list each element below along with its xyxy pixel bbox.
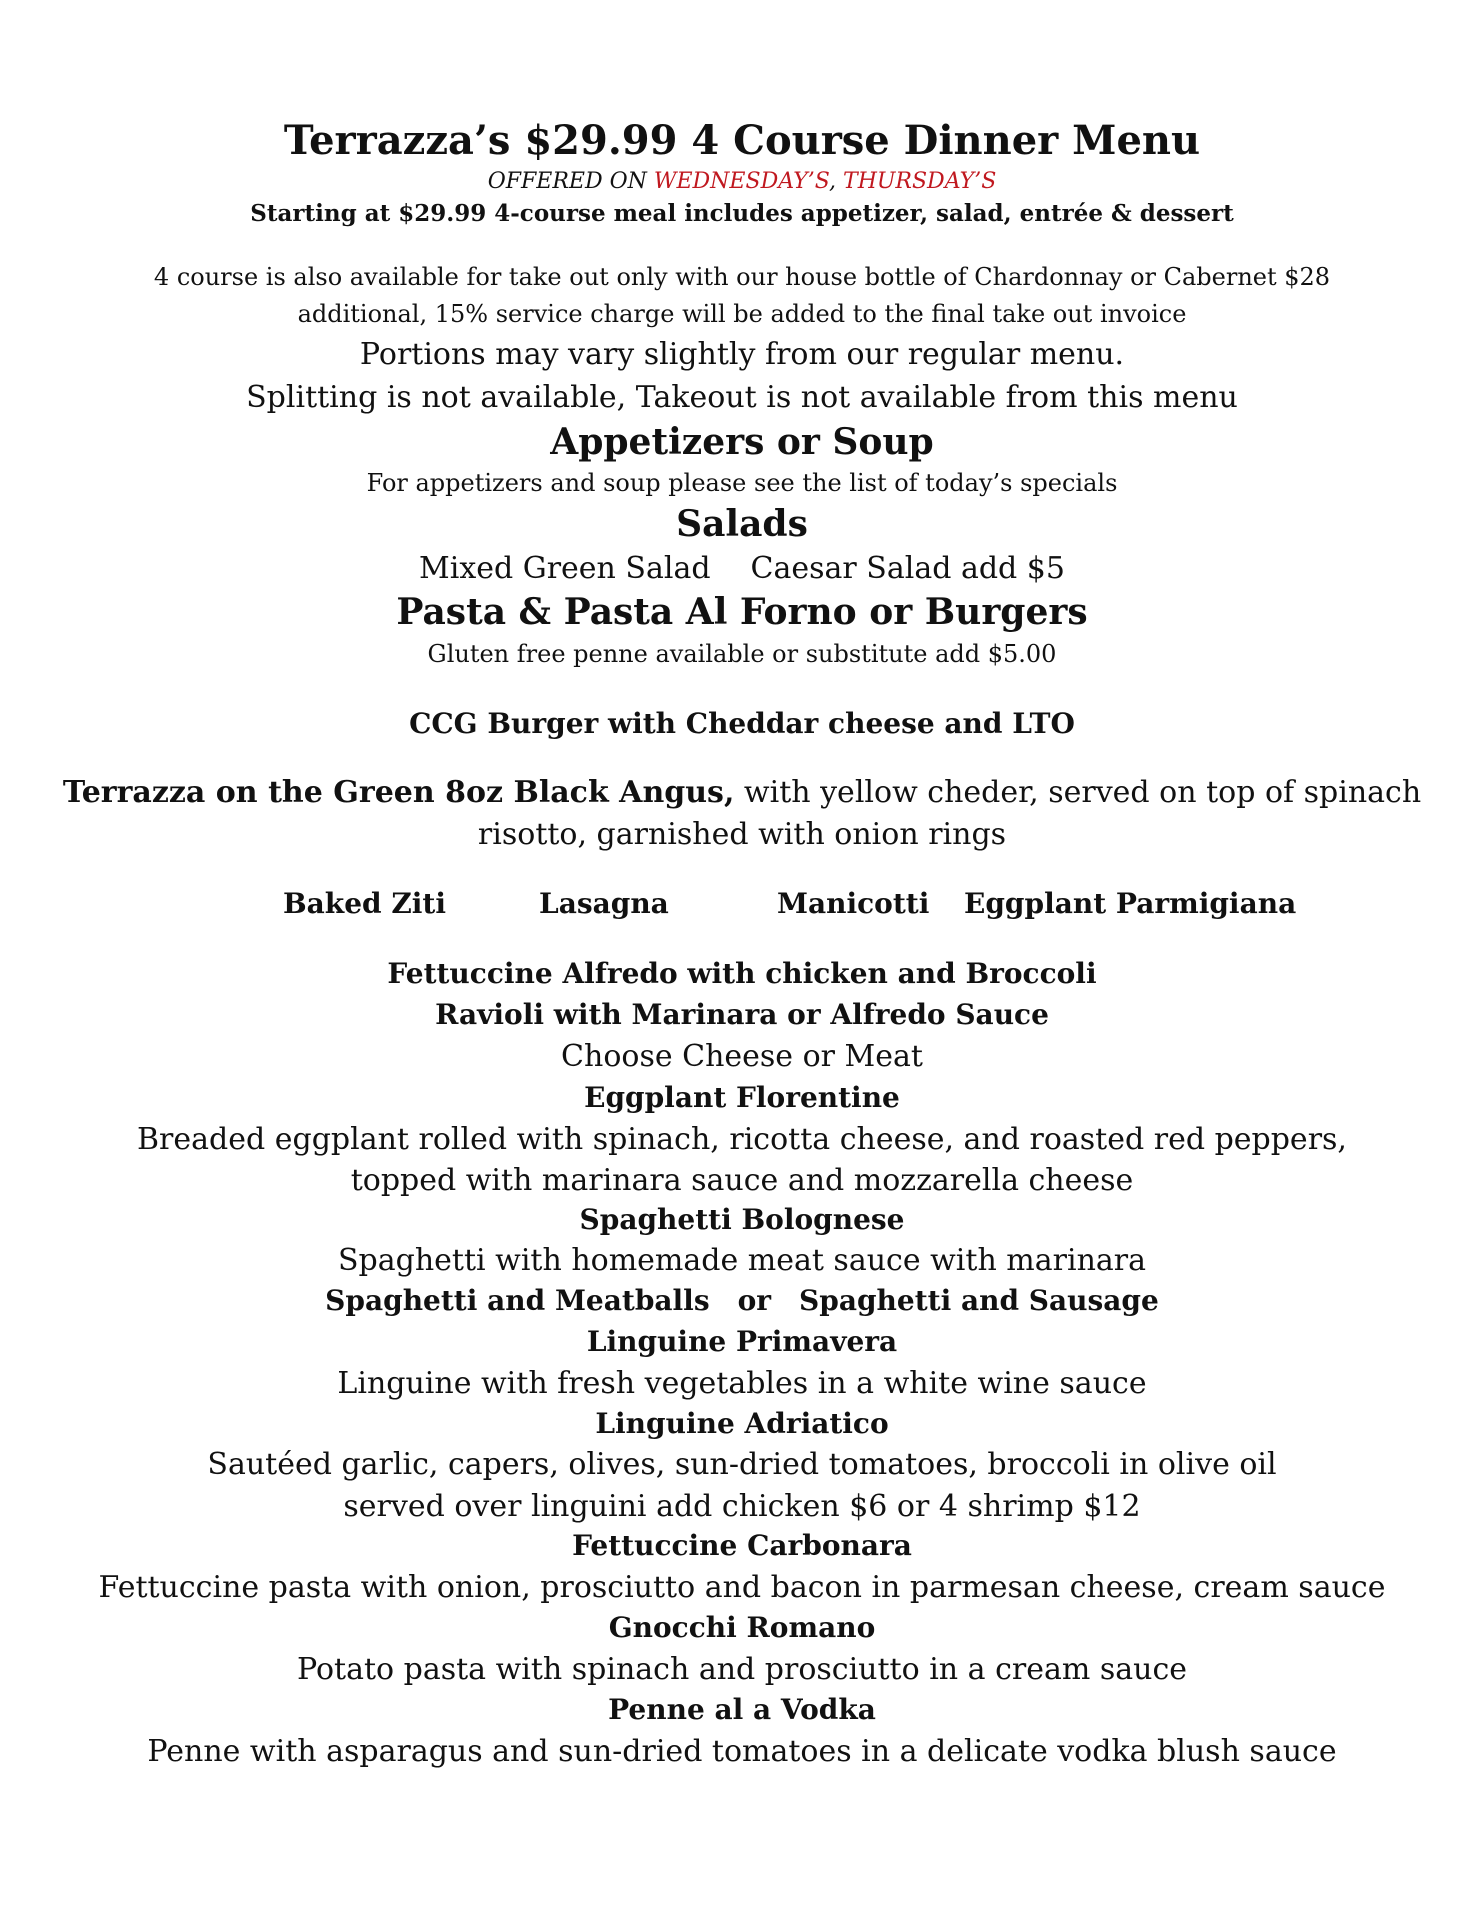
al-forno-item: Lasagna [539, 887, 669, 920]
spaghetti-sausage: Spaghetti and Sausage [799, 1284, 1159, 1317]
takeout-info-line2: additional, 15% service charge will be added to the final take out invoice [297, 300, 1187, 328]
gnocchi-romano: Gnocchi Romano [608, 1611, 876, 1644]
offered-days [0, 169, 1484, 194]
offered-day-thursday: THURSDAY’S [843, 169, 997, 194]
spaghetti-bolognese: Spaghetti Bolognese [579, 1203, 905, 1236]
linguine-primavera: Linguine Primavera [586, 1325, 898, 1358]
al-forno-row [0, 888, 1484, 924]
eggplant-florentine-desc2: topped with marinara sauce and mozzarella cheese [350, 1163, 1134, 1198]
gnocchi-romano-desc: Potato pasta with spinach and prosciutto in a cream sauce [296, 1652, 1187, 1687]
salads-list [0, 552, 1484, 587]
fettuccine-carbonara: Fettuccine Carbonara [572, 1529, 912, 1562]
pasta-heading: Pasta & Pasta Al Forno or Burgers [396, 591, 1088, 633]
black-angus-name: Terrazza on the Green 8oz Black Angus, [62, 775, 735, 810]
gluten-free-note: Gluten free penne available or substitute add $5.00 [427, 640, 1057, 668]
or-word: or [737, 1284, 772, 1317]
menu-title: Terrazza’s $29.99 4 Course Dinner Menu [283, 117, 1201, 164]
fettuccine-carbonara-desc: Fettuccine pasta with onion, prosciutto and bacon in parmesan cheese, cream sauce [98, 1570, 1386, 1605]
ravioli: Ravioli with Marinara or Alfredo Sauce [435, 998, 1049, 1031]
linguine-adriatico-desc1: Sautéed garlic, capers, olives, sun-dried tomatoes, broccoli in olive oil [207, 1447, 1277, 1482]
salad-item: Caesar Salad add $5 [750, 551, 1065, 586]
spaghetti-options [0, 1285, 1484, 1317]
salads-heading: Salads [676, 503, 808, 545]
al-forno-item: Manicotti [777, 887, 930, 920]
linguine-adriatico-desc2: served over linguini add chicken $6 or 4 shrimp $12 [343, 1489, 1141, 1524]
spaghetti-meatballs: Spaghetti and Meatballs [325, 1284, 710, 1317]
penne-vodka-desc: Penne with asparagus and sun-dried tomatoes in a delicate vodka blush sauce [147, 1734, 1337, 1769]
offered-separator: , [829, 169, 844, 194]
appetizers-note: For appetizers and soup please see the list of today’s specials [366, 469, 1118, 497]
splitting-note: Splitting is not available, Takeout is not available from this menu [246, 380, 1238, 415]
black-angus-line2: risotto, garnished with onion rings [477, 817, 1007, 852]
takeout-info-line1: 4 course is also available for take out only with our house bottle of Chardonnay or Cabernet $28 [153, 263, 1331, 291]
fettuccine-alfredo: Fettuccine Alfredo with chicken and Broccoli [387, 957, 1097, 990]
starting-price-note: Starting at $29.99 4-course meal includes appetizer, salad, entrée & dessert [250, 200, 1234, 227]
portions-note: Portions may vary slightly from our regular menu. [359, 337, 1125, 372]
eggplant-florentine-desc1: Breaded eggplant rolled with spinach, ricotta cheese, and roasted red peppers, [137, 1122, 1347, 1157]
offered-prefix: OFFERED ON [487, 169, 654, 194]
ccg-burger: CCG Burger with Cheddar cheese and LTO [409, 707, 1075, 740]
spaghetti-bolognese-desc: Spaghetti with homemade meat sauce with marinara [337, 1243, 1147, 1278]
penne-vodka: Penne al a Vodka [608, 1693, 876, 1726]
ravioli-note: Choose Cheese or Meat [561, 1039, 923, 1074]
al-forno-item: Baked Ziti [283, 887, 446, 920]
al-forno-item: Eggplant Parmigiana [964, 887, 1297, 920]
black-angus-desc: with yellow cheder, served on top of spinach [734, 775, 1422, 810]
black-angus-line1 [0, 776, 1484, 811]
appetizers-heading: Appetizers or Soup [550, 421, 934, 463]
linguine-primavera-desc: Linguine with fresh vegetables in a white wine sauce [337, 1366, 1147, 1401]
salad-item: Mixed Green Salad [419, 551, 711, 586]
eggplant-florentine: Eggplant Florentine [584, 1081, 900, 1114]
linguine-adriatico: Linguine Adriatico [595, 1407, 889, 1440]
offered-day-wednesday: WEDNESDAY’S [653, 169, 830, 194]
